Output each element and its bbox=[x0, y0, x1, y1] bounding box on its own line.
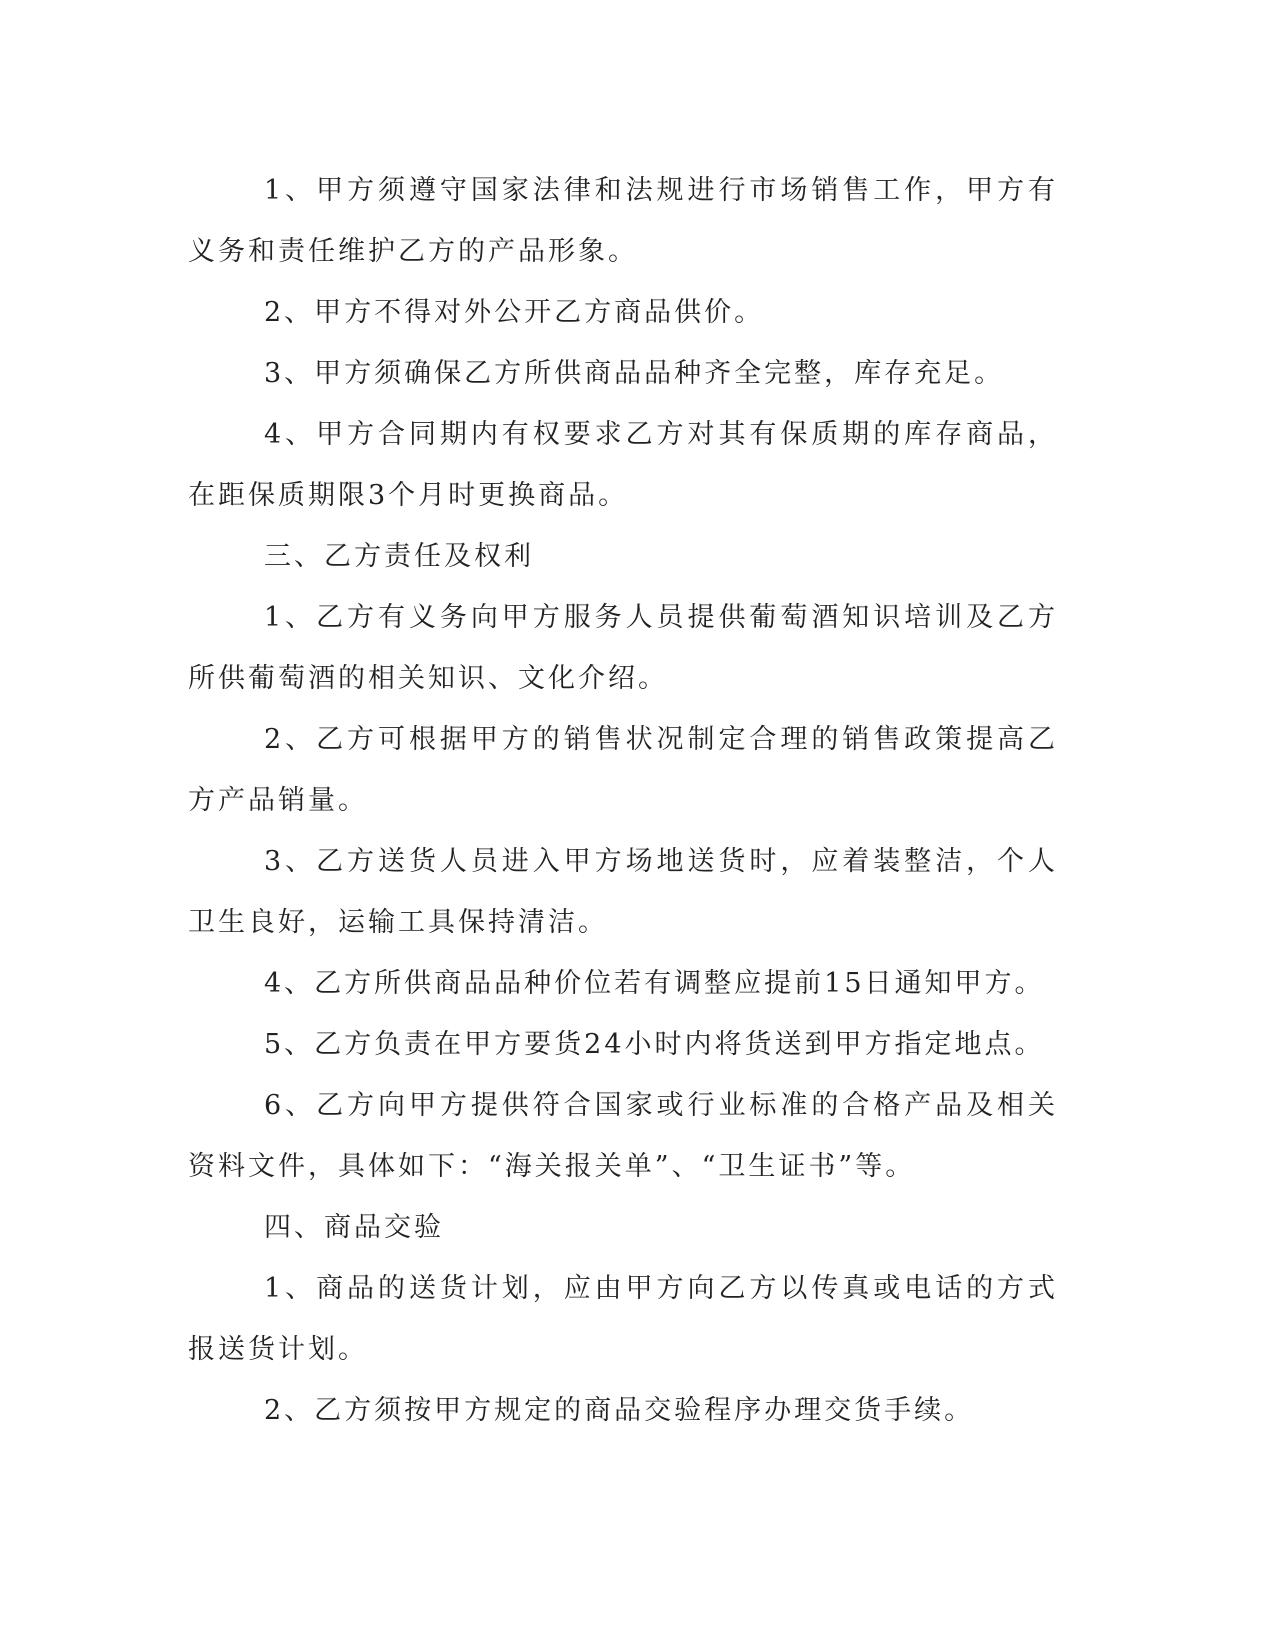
clause-party-b-3: 3、乙方送货人员进入甲方场地送货时，应着装整洁，个人卫生良好，运输工具保持清洁。 bbox=[188, 846, 1058, 938]
clause-party-b-5: 5、乙方负责在甲方要货24小时内将货送到甲方指定地点。 bbox=[264, 1029, 1045, 1060]
document-body bbox=[188, 160, 1058, 1441]
clause-inspection-1: 1、商品的送货计划，应由甲方向乙方以传真或电话的方式报送货计划。 bbox=[188, 1273, 1058, 1365]
clause-party-a-2: 2、甲方不得对外公开乙方商品供价。 bbox=[264, 297, 765, 328]
clause-inspection-2: 2、乙方须按甲方规定的商品交验程序办理交货手续。 bbox=[264, 1395, 975, 1426]
clause-party-b-1: 1、乙方有义务向甲方服务人员提供葡萄酒知识培训及乙方所供葡萄酒的相关知识、文化介绍。 bbox=[188, 602, 1058, 694]
clause-party-b-4: 4、乙方所供商品品种价位若有调整应提前15日通知甲方。 bbox=[264, 968, 1045, 999]
clause-party-b-6: 6、乙方向甲方提供符合国家或行业标准的合格产品及相关资料文件，具体如下：“海关报关单”、“卫生证书”等。 bbox=[188, 1090, 1058, 1182]
section-heading-inspection: 四、商品交验 bbox=[264, 1212, 444, 1243]
section-heading-party-b: 三、乙方责任及权利 bbox=[264, 541, 534, 572]
clause-party-a-4: 4、甲方合同期内有权要求乙方对其有保质期的库存商品，在距保质期限3个月时更换商品。 bbox=[188, 419, 1058, 511]
clause-party-a-1: 1、甲方须遵守国家法律和法规进行市场销售工作，甲方有义务和责任维护乙方的产品形象。 bbox=[188, 175, 1058, 267]
clause-party-a-3: 3、甲方须确保乙方所供商品品种齐全完整，库存充足。 bbox=[264, 358, 1005, 389]
clause-party-b-2: 2、乙方可根据甲方的销售状况制定合理的销售政策提高乙方产品销量。 bbox=[188, 724, 1058, 816]
